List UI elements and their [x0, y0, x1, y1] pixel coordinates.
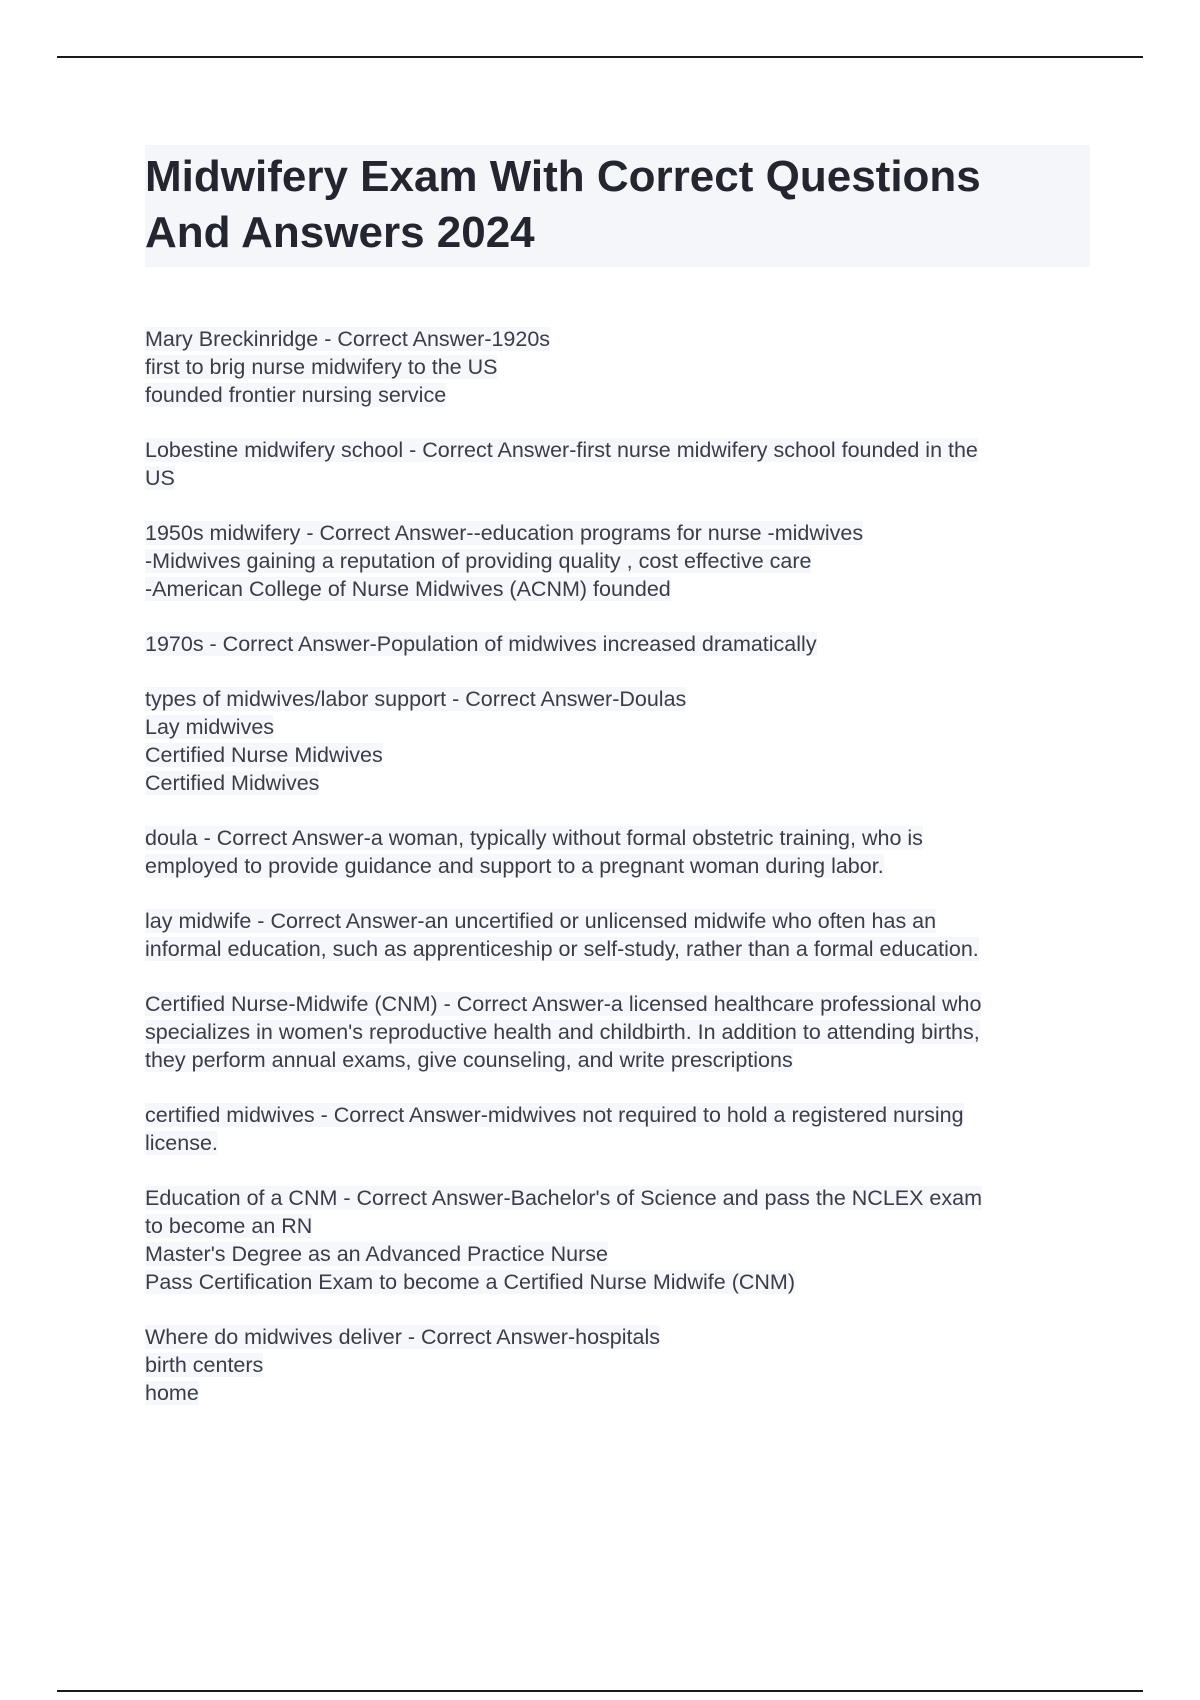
qa-entry-line: [145, 824, 1090, 852]
document-body: [145, 145, 1090, 1434]
qa-entry-text: to become an RN: [145, 1214, 313, 1238]
qa-entry-text: first to brig nurse midwifery to the US: [145, 355, 498, 379]
bottom-rule: [57, 1690, 1143, 1692]
qa-entry-text: -Midwives gaining a reputation of providing quality , cost effective care: [145, 549, 812, 573]
qa-entry: [145, 685, 1090, 797]
qa-entry-text: Where do midwives deliver - Correct Answer-hospitals: [145, 1325, 660, 1349]
qa-entry-line: [145, 1351, 1090, 1379]
qa-entry-line: [145, 1323, 1090, 1351]
qa-entry-text: Certified Nurse-Midwife (CNM) - Correct Answer-a licensed healthcare professional who: [145, 992, 982, 1016]
qa-entry: [145, 990, 1090, 1074]
qa-entry-line: [145, 547, 1090, 575]
qa-entry-text: birth centers: [145, 1353, 264, 1377]
qa-entry-text: they perform annual exams, give counseling, and write prescriptions: [145, 1048, 793, 1072]
qa-entry-line: [145, 630, 1090, 658]
qa-entry-text: 1970s - Correct Answer-Population of midwives increased dramatically: [145, 632, 817, 656]
qa-list: [145, 325, 1090, 1407]
qa-entry-text: US: [145, 466, 175, 490]
qa-entry-line: [145, 575, 1090, 603]
qa-entry-text: doula - Correct Answer-a woman, typically without formal obstetric training, who is: [145, 826, 923, 850]
qa-entry-line: [145, 1268, 1090, 1296]
qa-entry-line: [145, 381, 1090, 409]
qa-entry-text: informal education, such as apprenticeship or self-study, rather than a formal education.: [145, 937, 979, 961]
qa-entry-line: [145, 1379, 1090, 1407]
qa-entry-line: [145, 436, 1090, 464]
qa-entry-line: [145, 741, 1090, 769]
qa-entry-text: Pass Certification Exam to become a Certified Nurse Midwife (CNM): [145, 1270, 795, 1294]
qa-entry-line: [145, 464, 1090, 492]
title-line-2: And Answers 2024: [145, 208, 535, 257]
qa-entry-line: [145, 1046, 1090, 1074]
qa-entry-text: lay midwife - Correct Answer-an uncertified or unlicensed midwife who often has an: [145, 909, 937, 933]
qa-entry: [145, 1323, 1090, 1407]
qa-entry-line: [145, 685, 1090, 713]
qa-entry: [145, 436, 1090, 492]
qa-entry-text: specializes in women's reproductive health and childbirth. In addition to attending births,: [145, 1020, 980, 1044]
qa-entry: [145, 907, 1090, 963]
qa-entry-text: types of midwives/labor support - Correct Answer-Doulas: [145, 687, 687, 711]
qa-entry-text: 1950s midwifery - Correct Answer--education programs for nurse -midwives: [145, 521, 864, 545]
qa-entry: [145, 325, 1090, 409]
qa-entry-text: Master's Degree as an Advanced Practice Nurse: [145, 1242, 608, 1266]
qa-entry-text: license.: [145, 1131, 218, 1155]
qa-entry-line: [145, 1018, 1090, 1046]
qa-entry-text: Certified Midwives: [145, 771, 320, 795]
title-line-1: Midwifery Exam With Correct Questions: [145, 152, 981, 201]
qa-entry-text: Lobestine midwifery school - Correct Answer-first nurse midwifery school founded in the: [145, 438, 978, 462]
qa-entry-text: employed to provide guidance and support to a pregnant woman during labor.: [145, 854, 884, 878]
qa-entry-line: [145, 1212, 1090, 1240]
page-title: [145, 145, 1090, 267]
qa-entry-line: [145, 353, 1090, 381]
qa-entry-line: [145, 1240, 1090, 1268]
qa-entry: [145, 519, 1090, 603]
qa-entry-text: certified midwives - Correct Answer-midwives not required to hold a registered nursing: [145, 1103, 964, 1127]
qa-entry-text: -American College of Nurse Midwives (ACNM) founded: [145, 577, 671, 601]
qa-entry-line: [145, 769, 1090, 797]
qa-entry: [145, 824, 1090, 880]
qa-entry-line: [145, 852, 1090, 880]
qa-entry-text: Certified Nurse Midwives: [145, 743, 383, 767]
qa-entry-line: [145, 1129, 1090, 1157]
qa-entry: [145, 1184, 1090, 1296]
qa-entry-text: founded frontier nursing service: [145, 383, 447, 407]
qa-entry-text: home: [145, 1381, 199, 1405]
qa-entry-text: Mary Breckinridge - Correct Answer-1920s: [145, 327, 551, 351]
qa-entry-text: Lay midwives: [145, 715, 275, 739]
qa-entry-line: [145, 1184, 1090, 1212]
qa-entry: [145, 1101, 1090, 1157]
qa-entry-line: [145, 325, 1090, 353]
qa-entry-line: [145, 935, 1090, 963]
qa-entry: [145, 630, 1090, 658]
qa-entry-line: [145, 1101, 1090, 1129]
qa-entry-line: [145, 990, 1090, 1018]
qa-entry-line: [145, 713, 1090, 741]
qa-entry-text: Education of a CNM - Correct Answer-Bachelor's of Science and pass the NCLEX exam: [145, 1186, 983, 1210]
top-rule: [57, 56, 1143, 58]
qa-entry-line: [145, 519, 1090, 547]
qa-entry-line: [145, 907, 1090, 935]
